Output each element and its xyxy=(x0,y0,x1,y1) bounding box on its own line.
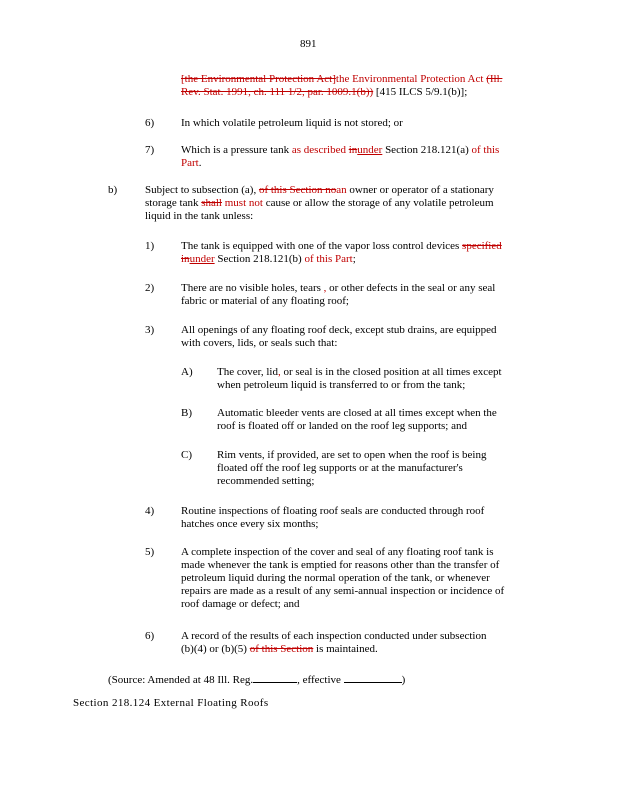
text: when petroleum liquid is transferred to or from the tank; xyxy=(217,379,466,391)
text: There are no visible holes, tears xyxy=(181,282,321,294)
item-text xyxy=(181,505,484,531)
text: Routine inspections of floating roof seals are conducted through roof xyxy=(181,505,485,517)
text: or other defects in the seal or any seal xyxy=(329,282,496,294)
item-text xyxy=(181,282,495,308)
inserted-text: under xyxy=(357,144,383,156)
text: petroleum liquid during the normal operation of the tank, or whenever xyxy=(181,572,490,584)
inserted-text: the Environmental Protection Act xyxy=(335,73,484,85)
inserted-text: as described xyxy=(291,144,349,156)
item-number: B) xyxy=(181,407,192,419)
subsection-text xyxy=(145,184,494,223)
blank-line xyxy=(344,672,402,683)
deleted-text: specified xyxy=(462,240,502,252)
item-text xyxy=(181,630,486,656)
deleted-text: no xyxy=(322,184,337,196)
text: floated off the roof leg supports or at the manufacturer's xyxy=(217,462,463,474)
text: Automatic bleeder vents are closed at all times except when the xyxy=(217,407,497,419)
text: Subject to subsection (a), xyxy=(145,184,257,196)
deleted-text: of this Section xyxy=(258,184,323,196)
inserted-text: under xyxy=(189,253,215,265)
text: Section 218.121(a) xyxy=(385,144,469,156)
inserted-text: must not xyxy=(224,197,263,209)
text: (b)(4) or (b)(5) xyxy=(181,643,247,655)
text: owner or operator of a stationary xyxy=(349,184,494,196)
item-number: C) xyxy=(181,449,192,461)
inserted-text: Part xyxy=(181,157,199,169)
text: Section 218.121(b) xyxy=(217,253,302,265)
item-number: 7) xyxy=(145,144,155,156)
inserted-text: of this xyxy=(471,144,500,156)
text: cause or allow the storage of any volatile petroleum xyxy=(265,197,494,209)
text: ) xyxy=(401,674,406,686)
item-number: 3) xyxy=(145,324,155,336)
text: Rim vents, if provided, are set to open when the roof is being xyxy=(217,449,487,461)
item-number: 4) xyxy=(145,505,155,517)
text: roof is floated off or landed on the roof leg supports; and xyxy=(217,420,467,432)
text: storage tank xyxy=(145,197,199,209)
text: liquid in the tank unless: xyxy=(145,210,254,222)
item-text xyxy=(217,366,502,392)
item-text xyxy=(181,240,502,266)
blank-line xyxy=(253,672,297,683)
item-text: In which volatile petroleum liquid is not stored; or xyxy=(181,117,403,129)
citation-text: [415 ILCS 5/9.1(b)]; xyxy=(375,86,468,98)
deleted-text: Rev. Stat. 1991, ch. 111 1/2, par. 1009.1(b)) xyxy=(181,86,374,98)
item-number: 2) xyxy=(145,282,155,294)
text: made whenever the tank is emptied for reasons other than the transfer of xyxy=(181,559,500,571)
text: ; xyxy=(352,253,356,265)
deleted-text: shall xyxy=(201,197,222,209)
item-number: A) xyxy=(181,366,193,378)
section-heading: Section 218.124 External Floating Roofs xyxy=(73,697,269,709)
text: . xyxy=(198,157,202,169)
text: (Source: Amended at 48 Ill. Reg. xyxy=(108,674,254,686)
text: A complete inspection of the cover and seal of any floating roof tank is xyxy=(181,546,494,558)
text: A record of the results of each inspection conducted under subsection xyxy=(181,630,487,642)
text: recommended setting; xyxy=(217,475,315,487)
item-text xyxy=(181,144,499,170)
text: is maintained. xyxy=(316,643,378,655)
subsection-label: b) xyxy=(108,184,118,196)
text: with covers, lids, or seals such that: xyxy=(181,337,338,349)
deleted-text: in xyxy=(181,253,190,265)
text: , effective xyxy=(297,674,341,686)
deleted-text: of this Section xyxy=(249,643,314,655)
item-number: 6) xyxy=(145,117,155,129)
text: hatches once every six months; xyxy=(181,518,319,530)
inserted-text: of this Part xyxy=(304,253,353,265)
text: All openings of any floating roof deck, except stub drains, are equipped xyxy=(181,324,497,336)
inserted-text: , xyxy=(277,366,281,378)
statute-citation xyxy=(181,73,502,99)
page-number: 891 xyxy=(300,38,317,50)
item-number: 5) xyxy=(145,546,155,558)
item-text xyxy=(181,324,497,350)
text: The tank is equipped with one of the vapor loss control devices xyxy=(181,240,460,252)
text: fabric or material of any floating roof; xyxy=(181,295,349,307)
item-text xyxy=(217,407,497,433)
item-text xyxy=(181,546,504,611)
text: or seal is in the closed position at all times except xyxy=(283,366,502,378)
deleted-text: [the Environmental Protection Act] xyxy=(181,73,336,85)
text: Which is a pressure tank xyxy=(181,144,290,156)
item-number: 6) xyxy=(145,630,155,642)
inserted-text: , xyxy=(323,282,327,294)
text: repairs are made as a result of any semi-annual inspection or incidence of xyxy=(181,585,505,597)
deleted-text: in xyxy=(348,144,358,156)
inserted-text: an xyxy=(336,184,347,196)
deleted-text: (Ill. xyxy=(486,73,503,85)
source-note xyxy=(108,672,405,687)
text: roof damage or defect; and xyxy=(181,598,300,610)
item-number: 1) xyxy=(145,240,155,252)
item-text xyxy=(217,449,486,488)
text: The cover, lid xyxy=(217,366,278,378)
